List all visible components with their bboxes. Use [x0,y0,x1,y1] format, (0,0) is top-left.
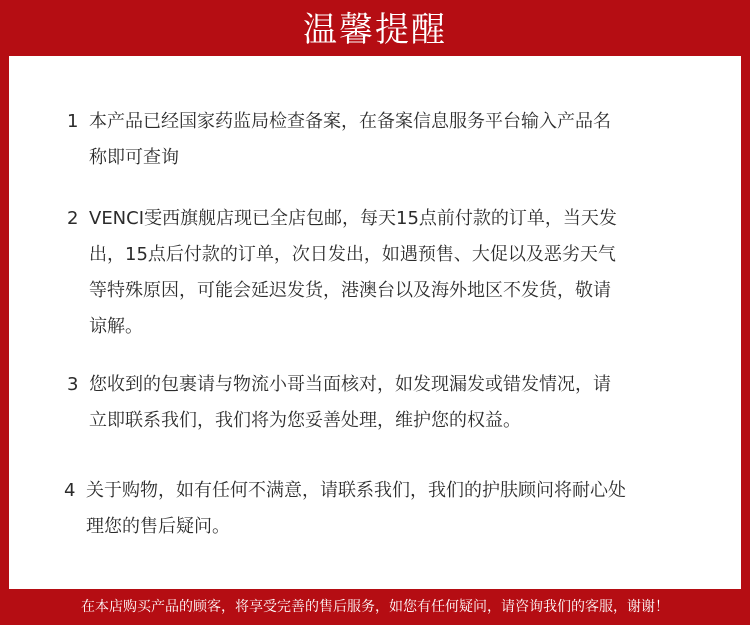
notice-text: 理您的售后疑问。 [86,516,230,537]
notice-text: 谅解。 [89,316,143,337]
notice-item-3 [67,367,611,439]
footer-bar [0,589,750,625]
notice-item-4 [64,473,626,545]
notice-text: 本产品已经国家药监局检查备案，在备案信息服务平台输入产品名 [89,111,611,132]
notice-text: 您收到的包裹请与物流小哥当面核对，如发现漏发或错发情况，请 [89,374,611,395]
notice-text: 等特殊原因，可能会延迟发货，港澳台以及海外地区不发货，敬请 [89,280,611,301]
notice-line [67,104,611,140]
notice-line [64,473,626,509]
notice-line [67,309,617,345]
notice-line [67,237,617,273]
footer-message: 在本店购买产品的顾客，将享受完善的售后服务，如您有任何疑问，请咨询我们的客服，谢谢！ [81,599,669,615]
notice-number: 1 [67,111,79,132]
notice-line [67,273,617,309]
notice-line [64,509,626,545]
notice-line [67,403,611,439]
notice-text: VENCI雯西旗舰店现已全店包邮，每天15点前付款的订单，当天发 [89,208,617,229]
header-bar [0,0,750,56]
notice-item-2 [67,201,617,345]
notice-text: 出，15点后付款的订单，次日发出，如遇预售、大促以及恶劣天气 [89,244,616,265]
notice-number: 3 [67,374,79,395]
notice-text: 称即可查询 [89,147,179,168]
notice-line [67,201,617,237]
notice-text: 关于购物，如有任何不满意，请联系我们，我们的护肤顾问将耐心处 [86,480,626,501]
notice-number: 4 [64,480,76,501]
notice-number: 2 [67,208,79,229]
page-title: 温馨提醒 [303,10,447,50]
notice-text: 立即联系我们，我们将为您妥善处理，维护您的权益。 [89,410,521,431]
notice-line [67,140,611,176]
notice-content [9,56,741,589]
notice-item-1 [67,104,611,176]
notice-line [67,367,611,403]
